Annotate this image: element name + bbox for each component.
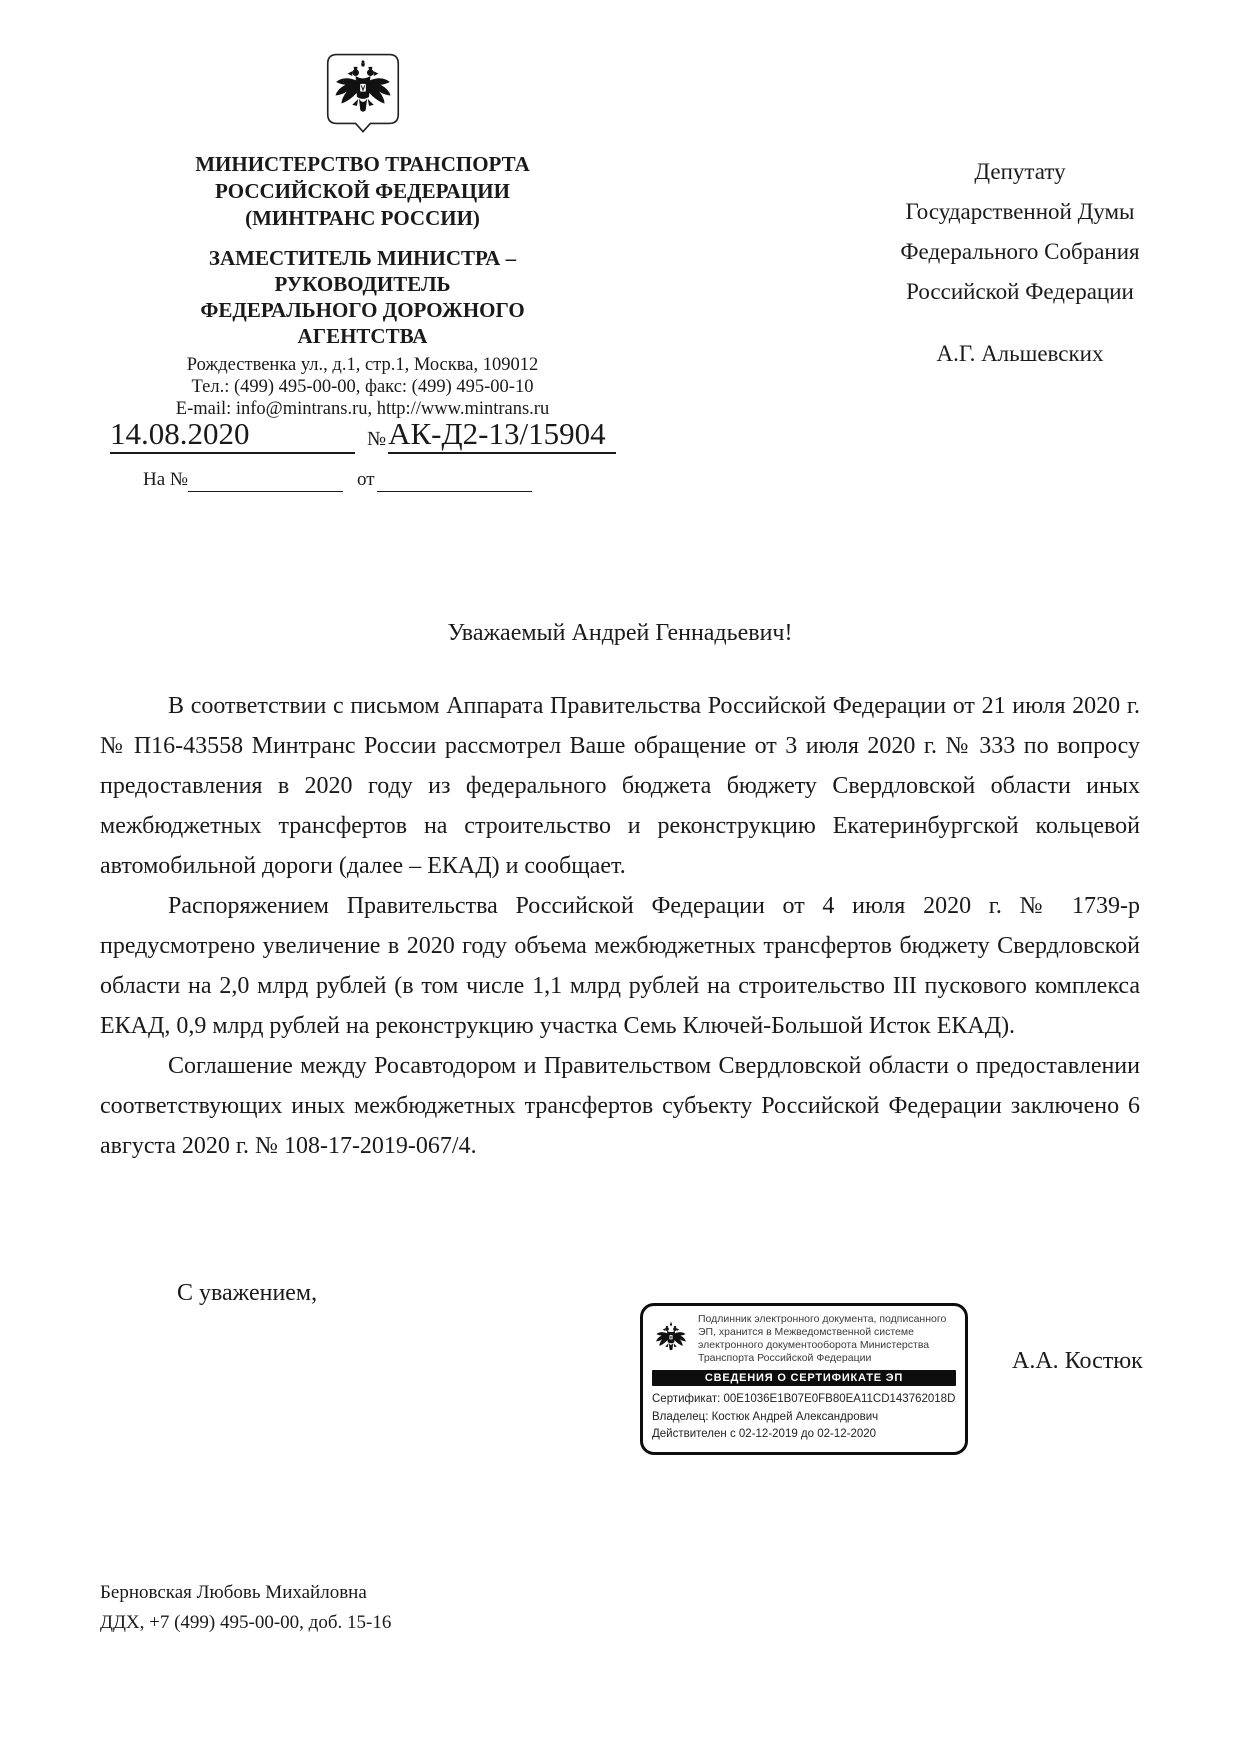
stamp-bar-title: СВЕДЕНИЯ О СЕРТИФИКАТЕ ЭП [652, 1370, 956, 1386]
ministry-name [140, 151, 585, 232]
ministry-name-line: МИНИСТЕРСТВО ТРАНСПОРТА [195, 152, 530, 176]
stamp-eagle-icon [652, 1315, 690, 1359]
ministry-name-line: РОССИЙСКОЙ ФЕДЕРАЦИИ [215, 179, 510, 203]
stamp-validity: Действителен с 02-12-2019 до 02-12-2020 [652, 1428, 877, 1440]
salutation: Уважаемый Андрей Геннадьевич! [447, 620, 793, 646]
ref-number-row [143, 468, 532, 492]
official-title-line: РУКОВОДИТЕЛЬ [274, 272, 451, 296]
email-line: E-mail: info@mintrans.ru, http://www.mintrans.ru [175, 399, 550, 419]
coat-of-arms-icon [322, 50, 404, 146]
stamp-certificate-lines [652, 1391, 956, 1444]
footer-contact-name: Берновская Любовь Михайловна [100, 1582, 367, 1603]
ref-label-ot: от [357, 469, 375, 490]
doc-number-row [110, 416, 616, 454]
addressee-line: Федерального Собрания [900, 239, 1140, 264]
body-paragraph: Соглашение между Росавтодором и Правительством Свердловской области о предоставлении соответствующих иных межбюджетных трансфертов субъекту Российской Федерации заключено 6 августа 2020 г. № 108-17-2019-067/4. [100, 1053, 1140, 1159]
date-field: 14.08.2020 [110, 416, 355, 454]
addressee-line: Депутату [974, 159, 1066, 184]
ref-date-blank [377, 469, 532, 492]
official-title [140, 245, 585, 349]
address-line: Рождественка ул., д.1, стр.1, Москва, 109012 [186, 355, 539, 375]
stamp-certificate: Сертификат: 00E1036E1B07E0FB80EA11CD143762018D [652, 1393, 956, 1405]
stamp-owner: Владелец: Костюк Андрей Александрович [652, 1410, 879, 1423]
stamp-top [652, 1313, 956, 1365]
phone-line: Тел.: (499) 495-00-00, факс: (499) 495-00-10 [191, 377, 534, 397]
body-paragraph: Распоряжением Правительства Российской Федерации от 4 июля 2020 г. № 1739-р предусмотрено увеличение в 2020 году объема межбюджетных трансфертов бюджету Свердловской области на 2,0 млрд рублей (в том числе 1,1 млрд рублей на строительство III пускового комплекса ЕКАД, 0,9 млрд рублей на реконструкцию участка Семь Ключей-Большой Исток ЕКАД). [100, 893, 1140, 1039]
footer-contact-phone: ДДХ, +7 (499) 495-00-00, доб. 15-16 [100, 1612, 392, 1633]
letterhead [140, 50, 585, 420]
contact-block [140, 354, 585, 420]
e-signature-stamp [640, 1303, 968, 1455]
numero-sign: № [367, 428, 387, 450]
footer-contact [100, 1578, 391, 1638]
official-title-line: АГЕНТСТВА [297, 324, 428, 348]
addressee-block [845, 152, 1195, 374]
official-title-line: ФЕДЕРАЛЬНОГО ДОРОЖНОГО [200, 298, 525, 322]
closing: С уважением, [177, 1280, 318, 1306]
ministry-name-line: (МИНТРАНС РОССИИ) [245, 206, 480, 230]
addressee-line: Российской Федерации [906, 279, 1134, 304]
doc-number-field: АК-Д2-13/15904 [388, 416, 616, 454]
addressee-name: А.Г. Альшевских [936, 341, 1104, 366]
ref-label-na: На № [143, 469, 189, 490]
official-title-line: ЗАМЕСТИТЕЛЬ МИНИСТРА – [208, 246, 517, 270]
ref-number-blank [188, 469, 343, 492]
addressee-line: Государственной Думы [905, 199, 1135, 224]
body-paragraph: В соответствии с письмом Аппарата Правительства Российской Федерации от 21 июля 2020 г. № П16-43558 Минтранс России рассмотрел Ваше обращение от 3 июля 2020 г. № 333 по вопросу предоставления в 2020 году из федерального бюджета бюджету Свердловской области иных межбюджетных трансфертов на строительство и реконструкцию Екатеринбургской кольцевой автомобильной дороги (далее – ЕКАД) и сообщает. [100, 693, 1140, 879]
signature-name: А.А. Костюк [1012, 1348, 1143, 1374]
stamp-description: Подлинник электронного документа, подписанного ЭП, хранится в Межведомственной системе электронного документооборота Министерства Транспорта Российской Федерации [698, 1313, 947, 1364]
letter-body [100, 686, 1140, 1166]
